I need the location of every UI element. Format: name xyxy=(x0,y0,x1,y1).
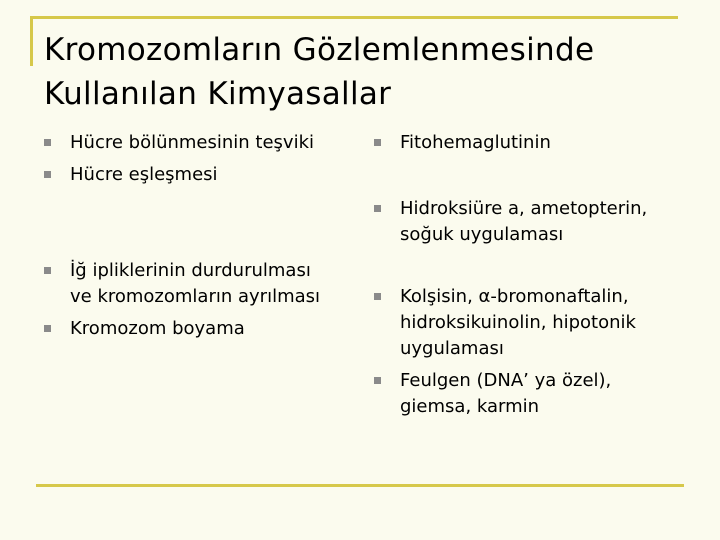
bottom-rule xyxy=(36,484,684,487)
square-bullet-icon xyxy=(374,205,381,212)
list-item-text: hidroksikuinolin, hipotonik xyxy=(400,312,636,333)
list-item-text: uygulaması xyxy=(400,338,504,359)
list-item-text: giemsa, karmin xyxy=(400,396,540,417)
list-item-text: İğ ipliklerinin durdurulması xyxy=(70,260,311,281)
title-line-1: Kromozomların Gözlemlenmesinde xyxy=(44,32,595,68)
left-list-item xyxy=(44,316,245,342)
right-list-item xyxy=(374,284,636,362)
list-item-text: Hidroksiüre a, ametopterin, xyxy=(400,198,648,219)
left-list-item xyxy=(44,162,218,188)
list-item-text: Kolşisin, α-bromonaftalin, xyxy=(400,286,629,307)
top-rule xyxy=(30,16,678,19)
square-bullet-icon xyxy=(44,171,51,178)
square-bullet-icon xyxy=(44,325,51,332)
list-item-text: ve kromozomların ayrılması xyxy=(70,286,321,307)
right-list-item xyxy=(374,130,551,156)
list-item-text: soğuk uygulaması xyxy=(400,224,564,245)
square-bullet-icon xyxy=(374,377,381,384)
left-list-item xyxy=(44,130,314,156)
square-bullet-icon xyxy=(374,293,381,300)
square-bullet-icon xyxy=(44,267,51,274)
square-bullet-icon xyxy=(374,139,381,146)
left-list-item xyxy=(44,258,320,310)
left-rule xyxy=(30,16,33,66)
list-item-text: Kromozom boyama xyxy=(70,318,245,339)
right-list-item xyxy=(374,196,647,248)
list-item-text: Feulgen (DNA’ ya özel), xyxy=(400,370,612,391)
right-list-item xyxy=(374,368,611,420)
title-line-2: Kullanılan Kimyasallar xyxy=(44,76,392,112)
list-item-text: Hücre eşleşmesi xyxy=(70,164,218,185)
slide-title xyxy=(44,28,684,116)
square-bullet-icon xyxy=(44,139,51,146)
list-item-text: Hücre bölünmesinin teşviki xyxy=(70,132,315,153)
list-item-text: Fitohemaglutinin xyxy=(400,132,551,153)
